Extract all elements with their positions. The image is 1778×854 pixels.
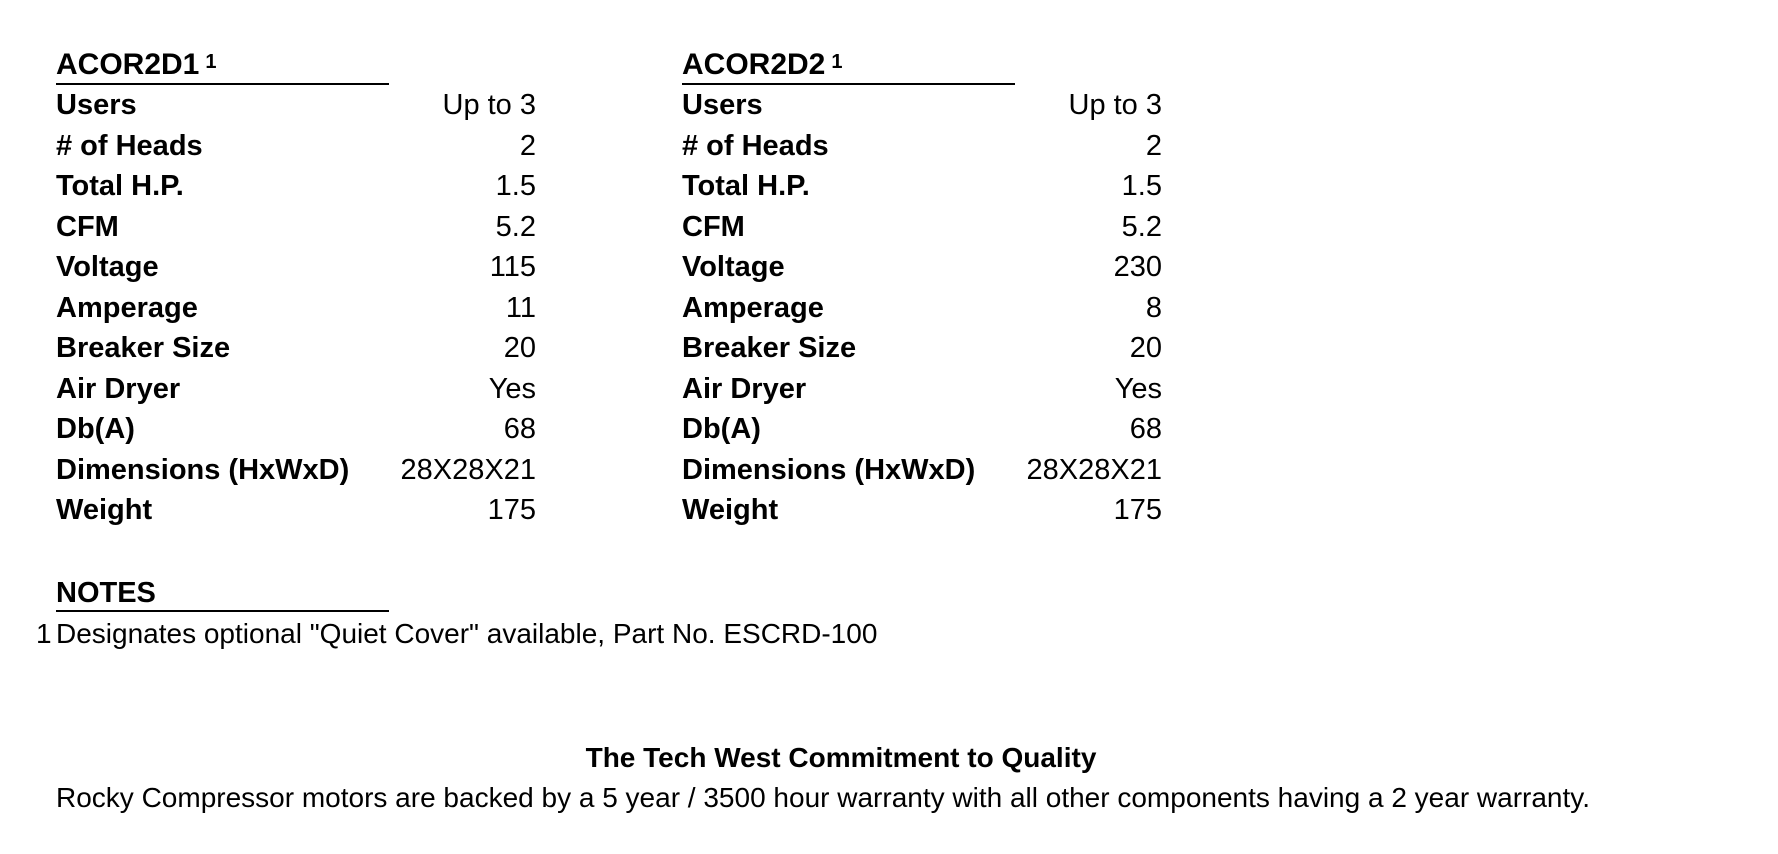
spec-label: Air Dryer [56, 372, 181, 405]
spec-table-acor2d2 [682, 44, 1162, 531]
spec-row-voltage [56, 247, 536, 288]
spec-row-dba [682, 409, 1162, 450]
note-text: Designates optional "Quiet Cover" available, Part No. ESCRD-100 [56, 618, 878, 649]
spec-label: Amperage [56, 291, 198, 324]
spec-row-weight [682, 490, 1162, 531]
spec-value: 2 [1145, 129, 1162, 162]
note-item [36, 614, 878, 654]
spec-row-hp [56, 166, 536, 207]
footnote-marker: 1 [205, 51, 217, 73]
spec-row-amperage [682, 288, 1162, 329]
spec-value: Yes [488, 372, 536, 405]
spec-label: Db(A) [56, 413, 135, 445]
note-number: 1 [36, 618, 52, 649]
spec-row-air-dryer [682, 369, 1162, 410]
spec-value: 1.5 [1121, 170, 1162, 202]
spec-label: Dimensions (HxWxD) [56, 453, 350, 486]
model-name: ACOR2D2 [682, 48, 826, 81]
commitment-section [56, 738, 1686, 818]
spec-label: Air Dryer [682, 372, 807, 405]
spec-value: 28X28X21 [400, 453, 536, 486]
spec-row-heads [682, 126, 1162, 167]
spec-label: Total H.P. [682, 170, 810, 202]
spec-row-breaker [682, 328, 1162, 369]
spec-value: 5.2 [495, 210, 536, 243]
spec-value: 115 [489, 251, 536, 283]
spec-label: Weight [682, 494, 779, 526]
spec-value: 8 [1145, 291, 1162, 324]
spec-label: Users [56, 89, 137, 121]
spec-row-users [56, 85, 536, 126]
spec-value: Up to 3 [1068, 89, 1162, 121]
spec-row-dimensions [682, 450, 1162, 491]
spec-value: 11 [505, 291, 536, 324]
model-name: ACOR2D1 [56, 48, 200, 81]
spec-label: Dimensions (HxWxD) [682, 453, 976, 486]
spec-row-cfm [682, 207, 1162, 248]
footnote-marker: 1 [831, 51, 843, 73]
commitment-text: Rocky Compressor motors are backed by a 5 year / 3500 hour warranty with all other components having a 2 year warranty. [56, 782, 1590, 813]
spec-value: 175 [487, 494, 536, 526]
spec-label: Breaker Size [682, 332, 857, 364]
spec-label: Weight [56, 494, 153, 526]
spec-label: Voltage [682, 251, 785, 283]
spec-row-dimensions [56, 450, 536, 491]
spec-row-hp [682, 166, 1162, 207]
spec-row-voltage [682, 247, 1162, 288]
spec-value: 5.2 [1121, 210, 1162, 243]
spec-label: # of Heads [682, 129, 829, 162]
spec-value: 28X28X21 [1026, 453, 1162, 486]
spec-value: Yes [1114, 372, 1162, 405]
spec-value: 1.5 [495, 170, 536, 202]
spec-label: Users [682, 89, 763, 121]
spec-row-breaker [56, 328, 536, 369]
spec-table-acor2d1 [56, 44, 536, 531]
commitment-title: The Tech West Commitment to Quality [585, 742, 1097, 773]
spec-value: 20 [503, 332, 536, 364]
spec-row-amperage [56, 288, 536, 329]
model-title [682, 44, 1015, 85]
spec-value: 20 [1129, 332, 1162, 364]
spec-label: Db(A) [682, 413, 761, 445]
spec-row-dba [56, 409, 536, 450]
spec-value: 68 [1129, 413, 1162, 445]
spec-value: 230 [1113, 251, 1162, 283]
spec-label: # of Heads [56, 129, 203, 162]
notes-section [36, 576, 878, 654]
spec-row-heads [56, 126, 536, 167]
spec-row-users [682, 85, 1162, 126]
spec-label: CFM [682, 210, 745, 243]
model-title [56, 44, 389, 85]
spec-value: 2 [519, 129, 536, 162]
notes-title: NOTES [56, 576, 389, 612]
spec-label: Breaker Size [56, 332, 231, 364]
spec-value: Up to 3 [442, 89, 536, 121]
spec-value: 68 [503, 413, 536, 445]
spec-row-cfm [56, 207, 536, 248]
spec-label: CFM [56, 210, 119, 243]
spec-label: Amperage [682, 291, 824, 324]
spec-label: Voltage [56, 251, 159, 283]
spec-value: 175 [1113, 494, 1162, 526]
spec-row-air-dryer [56, 369, 536, 410]
spec-label: Total H.P. [56, 170, 184, 202]
spec-row-weight [56, 490, 536, 531]
